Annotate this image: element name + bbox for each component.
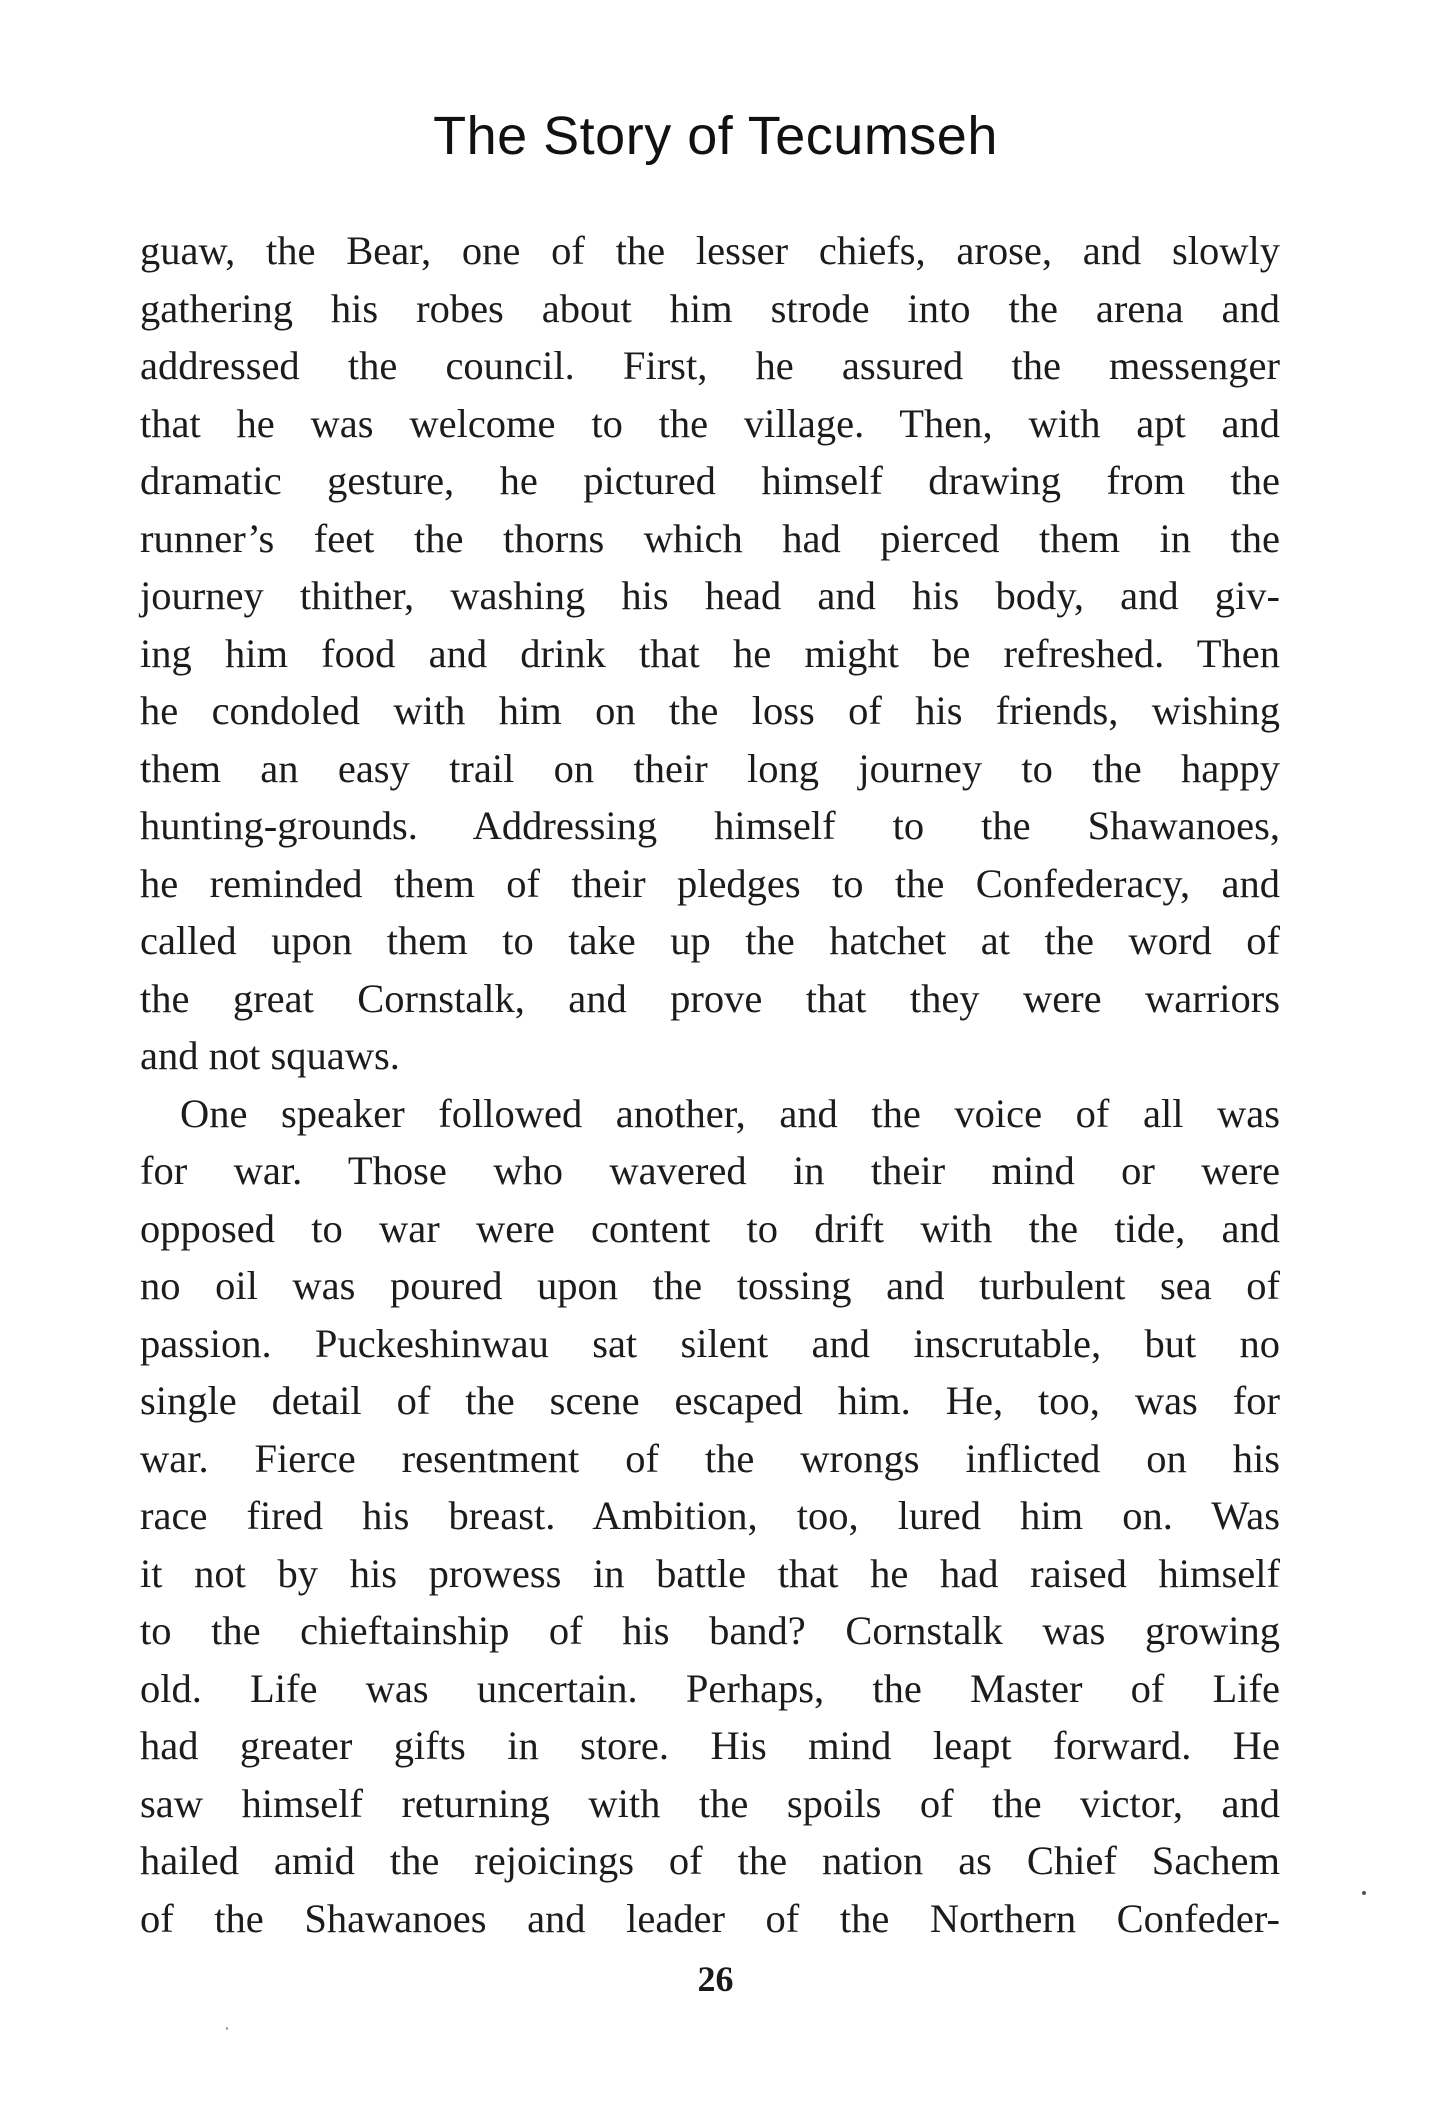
text-line: One speaker followed another, and the voice of all was: [180, 1090, 1280, 1136]
text-line: to the chieftainship of his band? Cornstalk was growing: [140, 1608, 1280, 1653]
text-line: war. Fierce resentment of the wrongs inflicted on his: [140, 1435, 1280, 1481]
text-line: gathering his robes about him strode into the arena and: [140, 285, 1280, 331]
text-line: hunting-grounds. Addressing himself to the Shawanoes,: [140, 803, 1280, 848]
paragraph-2: [140, 1085, 1280, 1948]
text-line: passion. Puckeshinwau sat silent and inscrutable, but no: [140, 1320, 1280, 1366]
text-line: he condoled with him on the loss of his friends, wishing: [140, 688, 1280, 733]
text-line: race fired his breast. Ambition, too, lured him on. Was: [140, 1493, 1280, 1538]
text-line: single detail of the scene escaped him. He, too, was for: [140, 1378, 1280, 1423]
text-line: the great Cornstalk, and prove that they were warriors: [140, 975, 1280, 1021]
text-line: it not by his prowess in battle that he had raised himself: [140, 1550, 1280, 1596]
text-line: old. Life was uncertain. Perhaps, the Master of Life: [140, 1665, 1280, 1711]
text-line: and not squaws.: [140, 1033, 400, 1078]
page-number: 26: [697, 1959, 734, 1999]
text-line: runner’s feet the thorns which had pierced them in the: [140, 515, 1280, 561]
text-line: dramatic gesture, he pictured himself drawing from the: [140, 458, 1280, 503]
text-line: them an easy trail on their long journey to the happy: [140, 745, 1280, 791]
scan-speck: [1362, 1891, 1366, 1895]
body-text: [140, 222, 1280, 1947]
text-line: guaw, the Bear, one of the lesser chiefs, arose, and slowly: [140, 228, 1280, 273]
text-line: addressed the council. First, he assured the messenger: [140, 343, 1280, 388]
text-line: hailed amid the rejoicings of the nation as Chief Sachem: [140, 1838, 1280, 1883]
text-line: of the Shawanoes and leader of the Northern Confeder-: [140, 1895, 1280, 1941]
text-line: saw himself returning with the spoils of the victor, and: [140, 1780, 1280, 1826]
text-line: opposed to war were content to drift with the tide, and: [140, 1205, 1280, 1251]
text-line: ing him food and drink that he might be refreshed. Then: [140, 630, 1280, 676]
scan-speck: [226, 2027, 228, 2030]
paragraph-1: [140, 222, 1280, 1085]
text-line: had greater gifts in store. His mind leapt forward. He: [140, 1723, 1280, 1768]
text-line: called upon them to take up the hatchet at the word of: [140, 918, 1280, 963]
running-head: The Story of Tecumseh: [433, 106, 998, 166]
text-line: for war. Those who wavered in their mind or were: [140, 1148, 1280, 1193]
text-line: no oil was poured upon the tossing and turbulent sea of: [140, 1263, 1280, 1308]
text-line: journey thither, washing his head and his body, and giv-: [140, 573, 1280, 618]
text-line: that he was welcome to the village. Then, with apt and: [140, 400, 1280, 446]
text-line: he reminded them of their pledges to the Confederacy, and: [140, 860, 1280, 906]
